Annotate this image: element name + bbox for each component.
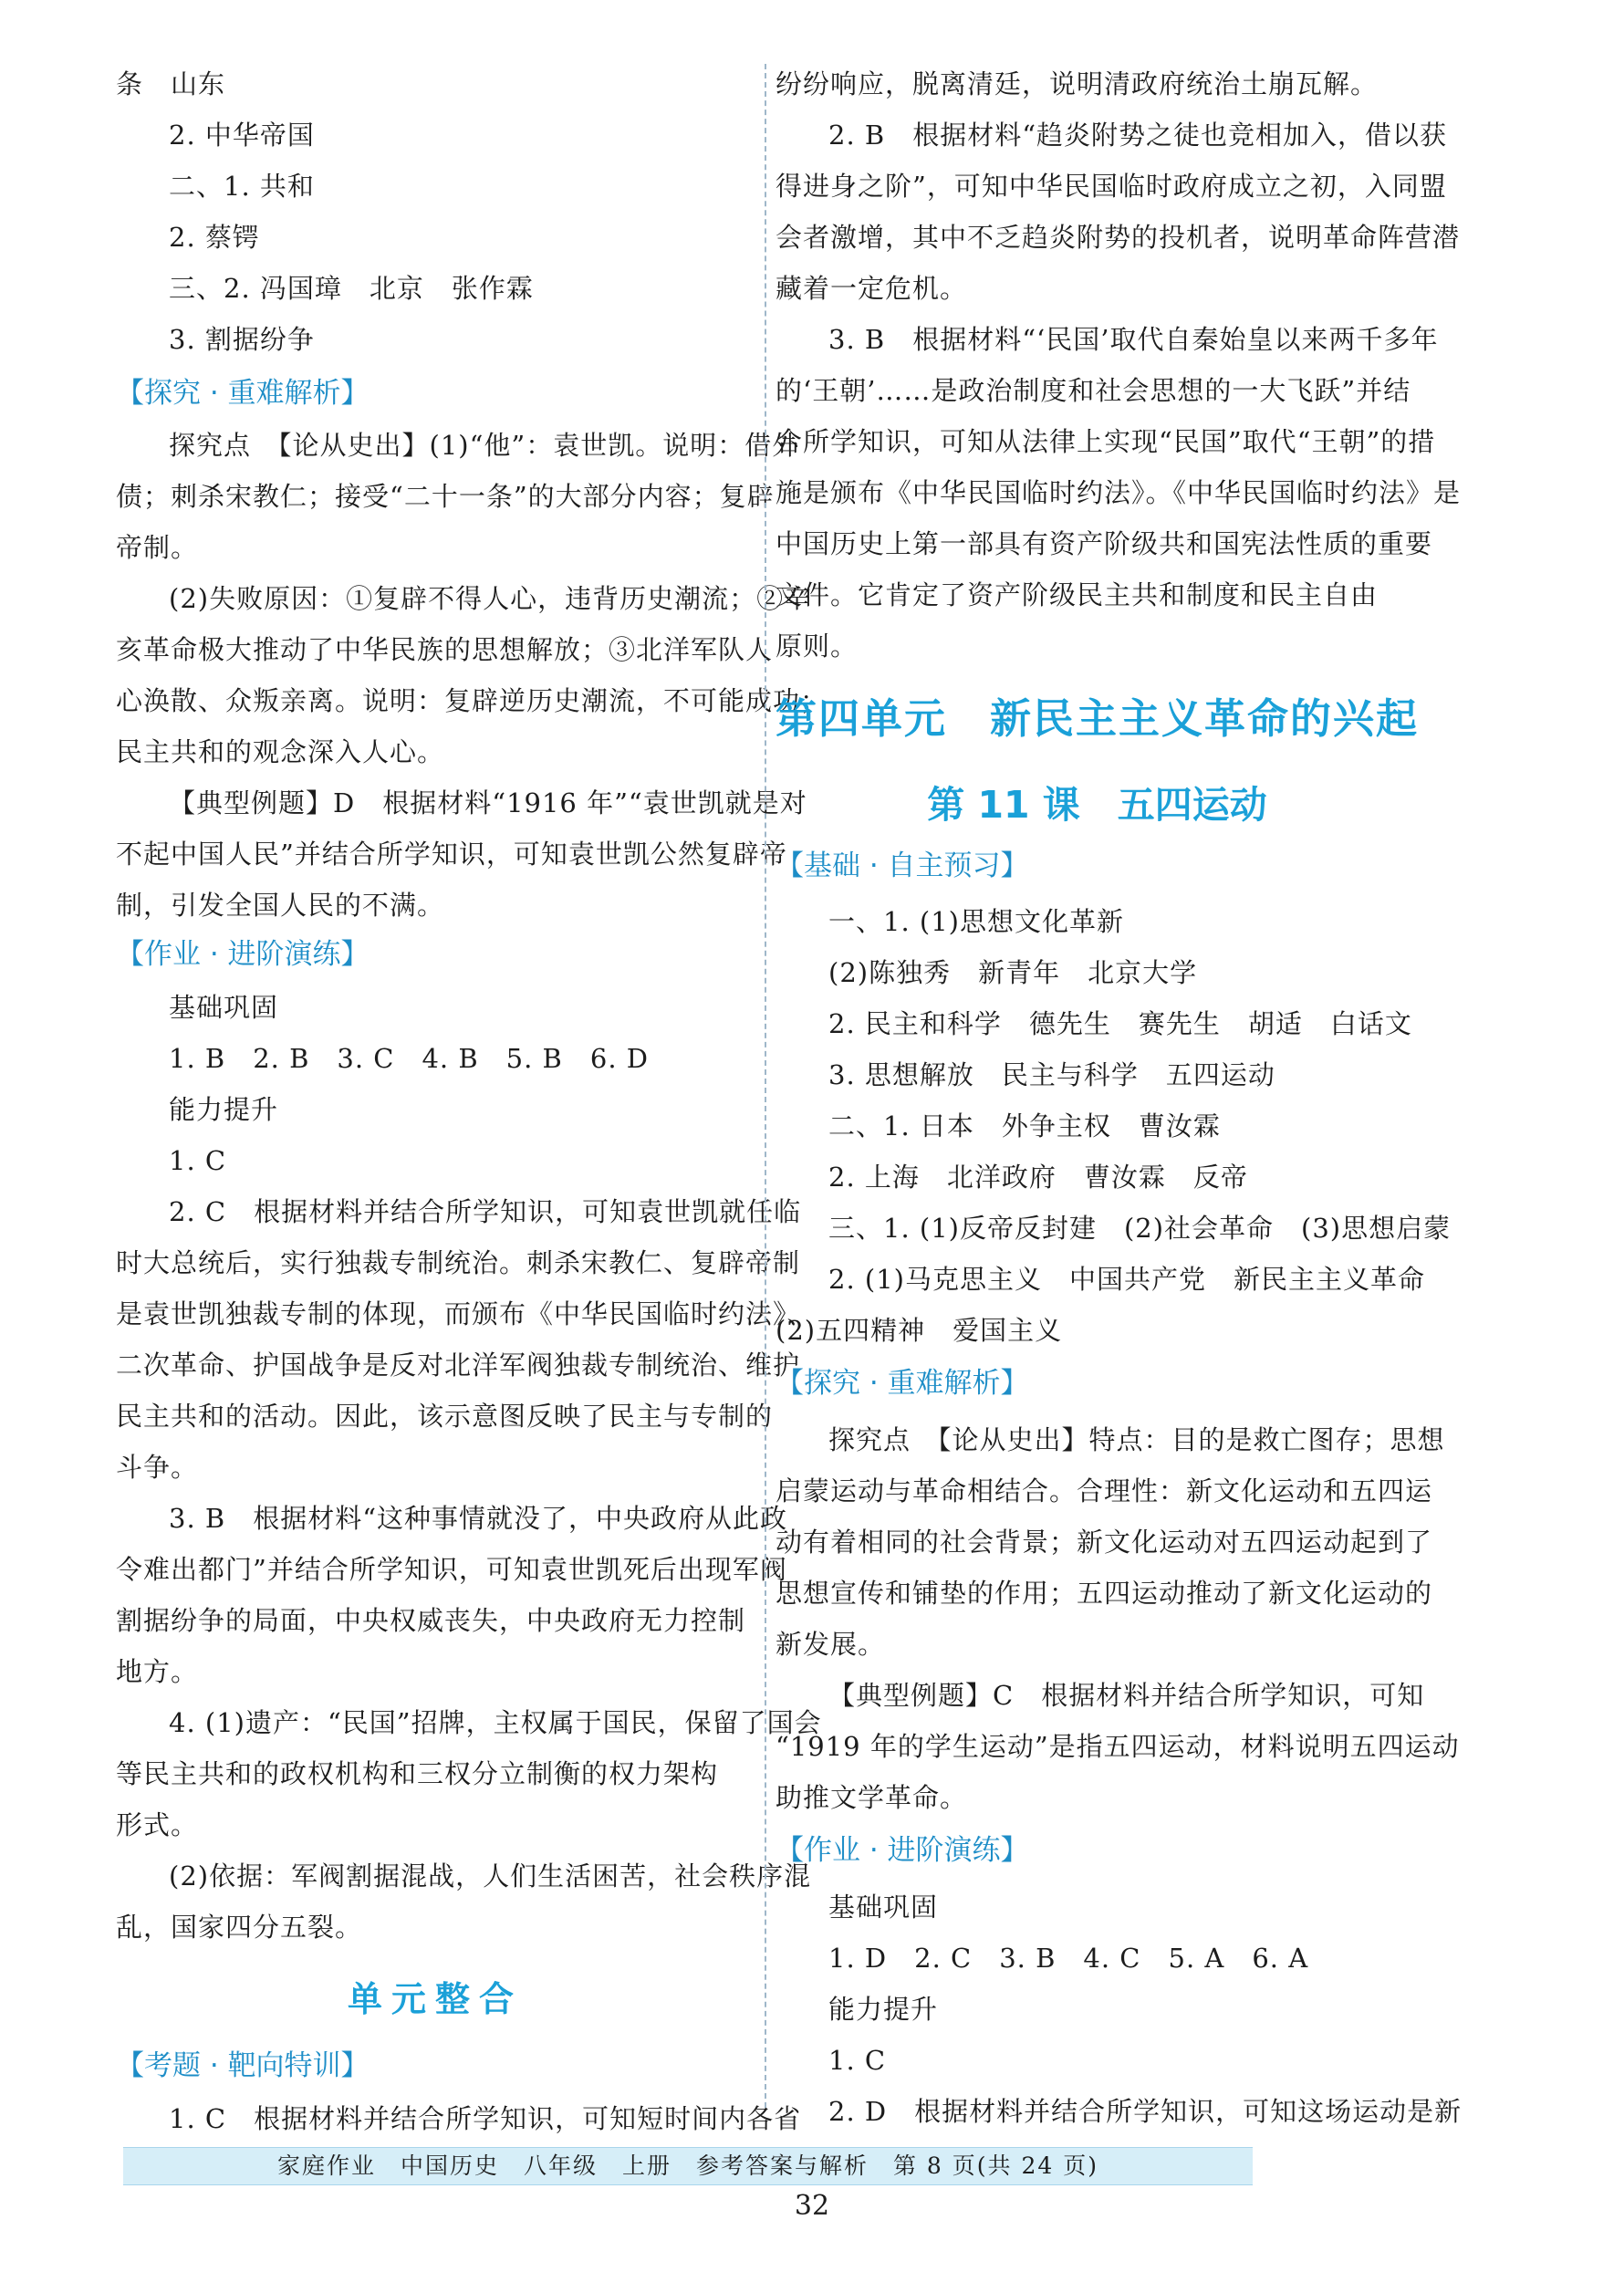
paragraph-line: 3. B 根据材料“这种事情就没了，中央政府从此政 [169, 1503, 788, 1534]
paragraph-line: 施是颁布《中华民国临时约法》。《中华民国临时约法》是 [776, 477, 1462, 508]
section-heading: 【考题 · 靶向特训】 [116, 2049, 370, 2082]
paragraph-line: 助推文学革命。 [776, 1782, 968, 1813]
paragraph-line: 民主共和的活动。因此，该示意图反映了民主与专制的 [116, 1401, 774, 1432]
paragraph-line: 等民主共和的政权机构和三权分立制衡的权力架构 [116, 1758, 719, 1789]
paragraph-line: (2)依据：军阀割据混战，人们生活困苦，社会秩序混 [169, 1860, 812, 1892]
paragraph-line: 不起中国人民”并结合所学知识，可知袁世凯公然复辟帝 [116, 839, 787, 870]
section-heading: 【基础 · 自主预习】 [776, 849, 1029, 882]
paragraph-line: 启蒙运动与革命相结合。合理性：新文化运动和五四运 [776, 1475, 1433, 1506]
subheading: 能力提升 [169, 1094, 279, 1125]
paragraph-line: 文件。它肯定了资产阶级民主共和制度和民主自由 [776, 579, 1379, 610]
paragraph-line: 制，引发全国人民的不满。 [116, 890, 445, 921]
paragraph-line: 斗争。 [116, 1452, 199, 1483]
paragraph-line: 地方。 [116, 1656, 199, 1687]
answer-line: 一、1. (1)思想文化革新 [828, 906, 1124, 937]
answer-line: 二、1. 日本 外争主权 曹汝霖 [828, 1110, 1221, 1141]
section-heading: 【探究 · 重难解析】 [776, 1367, 1029, 1400]
paragraph-line: 会者激增，其中不乏趋炎附势的投机者，说明革命阵营潜 [776, 222, 1461, 253]
page-number: 32 [794, 2190, 830, 2222]
paragraph-line: (2)失败原因：①复辟不得人心，违背历史潮流；②辛 [169, 583, 812, 614]
paragraph-line: 1. C 根据材料并结合所学知识，可知短时间内各省 [169, 2103, 802, 2134]
paragraph-line: 【典型例题】C 根据材料并结合所学知识，可知 [828, 1680, 1425, 1711]
paragraph-line: 的‘王朝’……是政治制度和社会思想的一大飞跃”并结 [776, 375, 1411, 406]
paragraph-line: 探究点 【论从史出】(1)“他”：袁世凯。说明：借外 [169, 430, 800, 461]
answer-line: 1. B 2. B 3. C 4. B 5. B 6. D [169, 1043, 650, 1074]
answer-line: 1. C [828, 2045, 887, 2076]
paragraph-line: 帝制。 [116, 532, 199, 563]
paragraph-line: 新发展。 [776, 1629, 886, 1660]
answer-line: 3. 割据纷争 [169, 324, 315, 355]
answer-line: 2. (1)马克思主义 中国共产党 新民主主义革命 [828, 1264, 1425, 1295]
paragraph-line: 原则。 [776, 631, 859, 662]
unit-summary-title: 单元整合 [347, 1978, 523, 2019]
paragraph-line: 动有着相同的社会背景；新文化运动对五四运动起到了 [776, 1527, 1433, 1558]
paragraph-line: 心涣散、众叛亲离。说明：复辟逆历史潮流，不可能成功； [116, 685, 828, 716]
answer-line: 三、2. 冯国璋 北京 张作霖 [169, 273, 534, 304]
section-heading: 【作业 · 进阶演练】 [116, 938, 370, 971]
answer-line: 1. C [169, 1145, 227, 1176]
paragraph-line: 令难出都门”并结合所学知识，可知袁世凯死后出现军阀 [116, 1554, 787, 1585]
answer-line: 2. 上海 北洋政府 曹汝霖 反帝 [828, 1162, 1248, 1193]
answer-line: (2)五四精神 爱国主义 [776, 1315, 1063, 1346]
paragraph-line: 割据纷争的局面，中央权威丧失，中央政府无力控制 [116, 1605, 746, 1636]
answer-line: 2. 民主和科学 德先生 赛先生 胡适 白话文 [828, 1008, 1412, 1039]
paragraph-line: 3. B 根据材料“‘民国’取代自秦始皇以来两千多年 [828, 324, 1439, 355]
lesson-title: 第 11 课 五四运动 [927, 783, 1267, 827]
paragraph-line: 思想宣传和铺垫的作用；五四运动推动了新文化运动的 [776, 1578, 1433, 1609]
paragraph-line: 亥革命极大推动了中华民族的思想解放；③北洋军队人 [116, 634, 774, 665]
unit-title: 第四单元 新民主主义革命的兴起 [776, 694, 1420, 743]
paragraph-line: 中国历史上第一部具有资产阶级共和国宪法性质的重要 [776, 528, 1433, 559]
answer-line: 1. D 2. C 3. B 4. C 5. A 6. A [828, 1943, 1309, 1974]
answer-line: 2. 中华帝国 [169, 120, 315, 151]
paragraph-line: 得进身之阶”，可知中华民国临时政府成立之初，入同盟 [776, 171, 1447, 202]
paragraph-line: 民主共和的观念深入人心。 [116, 736, 445, 767]
section-heading: 【作业 · 进阶演练】 [776, 1834, 1029, 1867]
subheading: 基础巩固 [169, 992, 279, 1023]
paragraph-line: “1919 年的学生运动”是指五四运动，材料说明五四运动 [776, 1731, 1460, 1762]
paragraph-line: 是袁世凯独裁专制的体现，而颁布《中华民国临时约法》、 [116, 1298, 815, 1329]
answer-line: 二、1. 共和 [169, 171, 315, 202]
paragraph-line: 二次革命、护国战争是反对北洋军阀独裁专制统治、维护 [116, 1350, 801, 1381]
paragraph-line: 2. C 根据材料并结合所学知识，可知袁世凯就任临 [169, 1196, 802, 1227]
paragraph-line: 2. D 根据材料并结合所学知识，可知这场运动是新 [828, 2096, 1463, 2127]
footer-bar [123, 2147, 1253, 2185]
paragraph-line: 合所学知识，可知从法律上实现“民国”取代“王朝”的措 [776, 426, 1436, 457]
paragraph-line: 纷纷响应，脱离清廷，说明清政府统治土崩瓦解。 [776, 68, 1379, 99]
footer-text: 家庭作业 中国历史 八年级 上册 参考答案与解析 第 8 页(共 24 页) [276, 2152, 1098, 2179]
paragraph-line: 乱，国家四分五裂。 [116, 1912, 363, 1943]
answer-line: (2)陈独秀 新青年 北京大学 [828, 957, 1198, 988]
section-heading: 【探究 · 重难解析】 [116, 377, 370, 410]
paragraph-line: 探究点 【论从史出】特点：目的是救亡图存；思想 [828, 1424, 1445, 1455]
subheading: 能力提升 [828, 1994, 939, 2025]
answer-line: 三、1. (1)反帝反封建 (2)社会革命 (3)思想启蒙 [828, 1213, 1452, 1244]
paragraph-line: 形式。 [116, 1809, 199, 1840]
answer-line: 2. 蔡锷 [169, 222, 260, 253]
answer-line: 3. 思想解放 民主与科学 五四运动 [828, 1059, 1275, 1090]
column-divider [765, 64, 766, 2108]
paragraph-line: 4. (1)遗产：“民国”招牌，主权属于国民，保留了国会 [169, 1707, 822, 1738]
paragraph-line: 时大总统后，实行独裁专制统治。刺杀宋教仁、复辟帝制 [116, 1247, 801, 1278]
paragraph-line: 【典型例题】D 根据材料“1916 年”“袁世凯就是对 [169, 787, 807, 818]
paragraph-line: 债；刺杀宋教仁；接受“二十一条”的大部分内容；复辟 [116, 481, 775, 512]
paragraph-line: 藏着一定危机。 [776, 273, 968, 304]
paragraph-line: 2. B 根据材料“趋炎附势之徒也竞相加入，借以获 [828, 120, 1448, 151]
subheading: 基础巩固 [828, 1892, 939, 1923]
answer-line: 条 山东 [116, 68, 226, 99]
